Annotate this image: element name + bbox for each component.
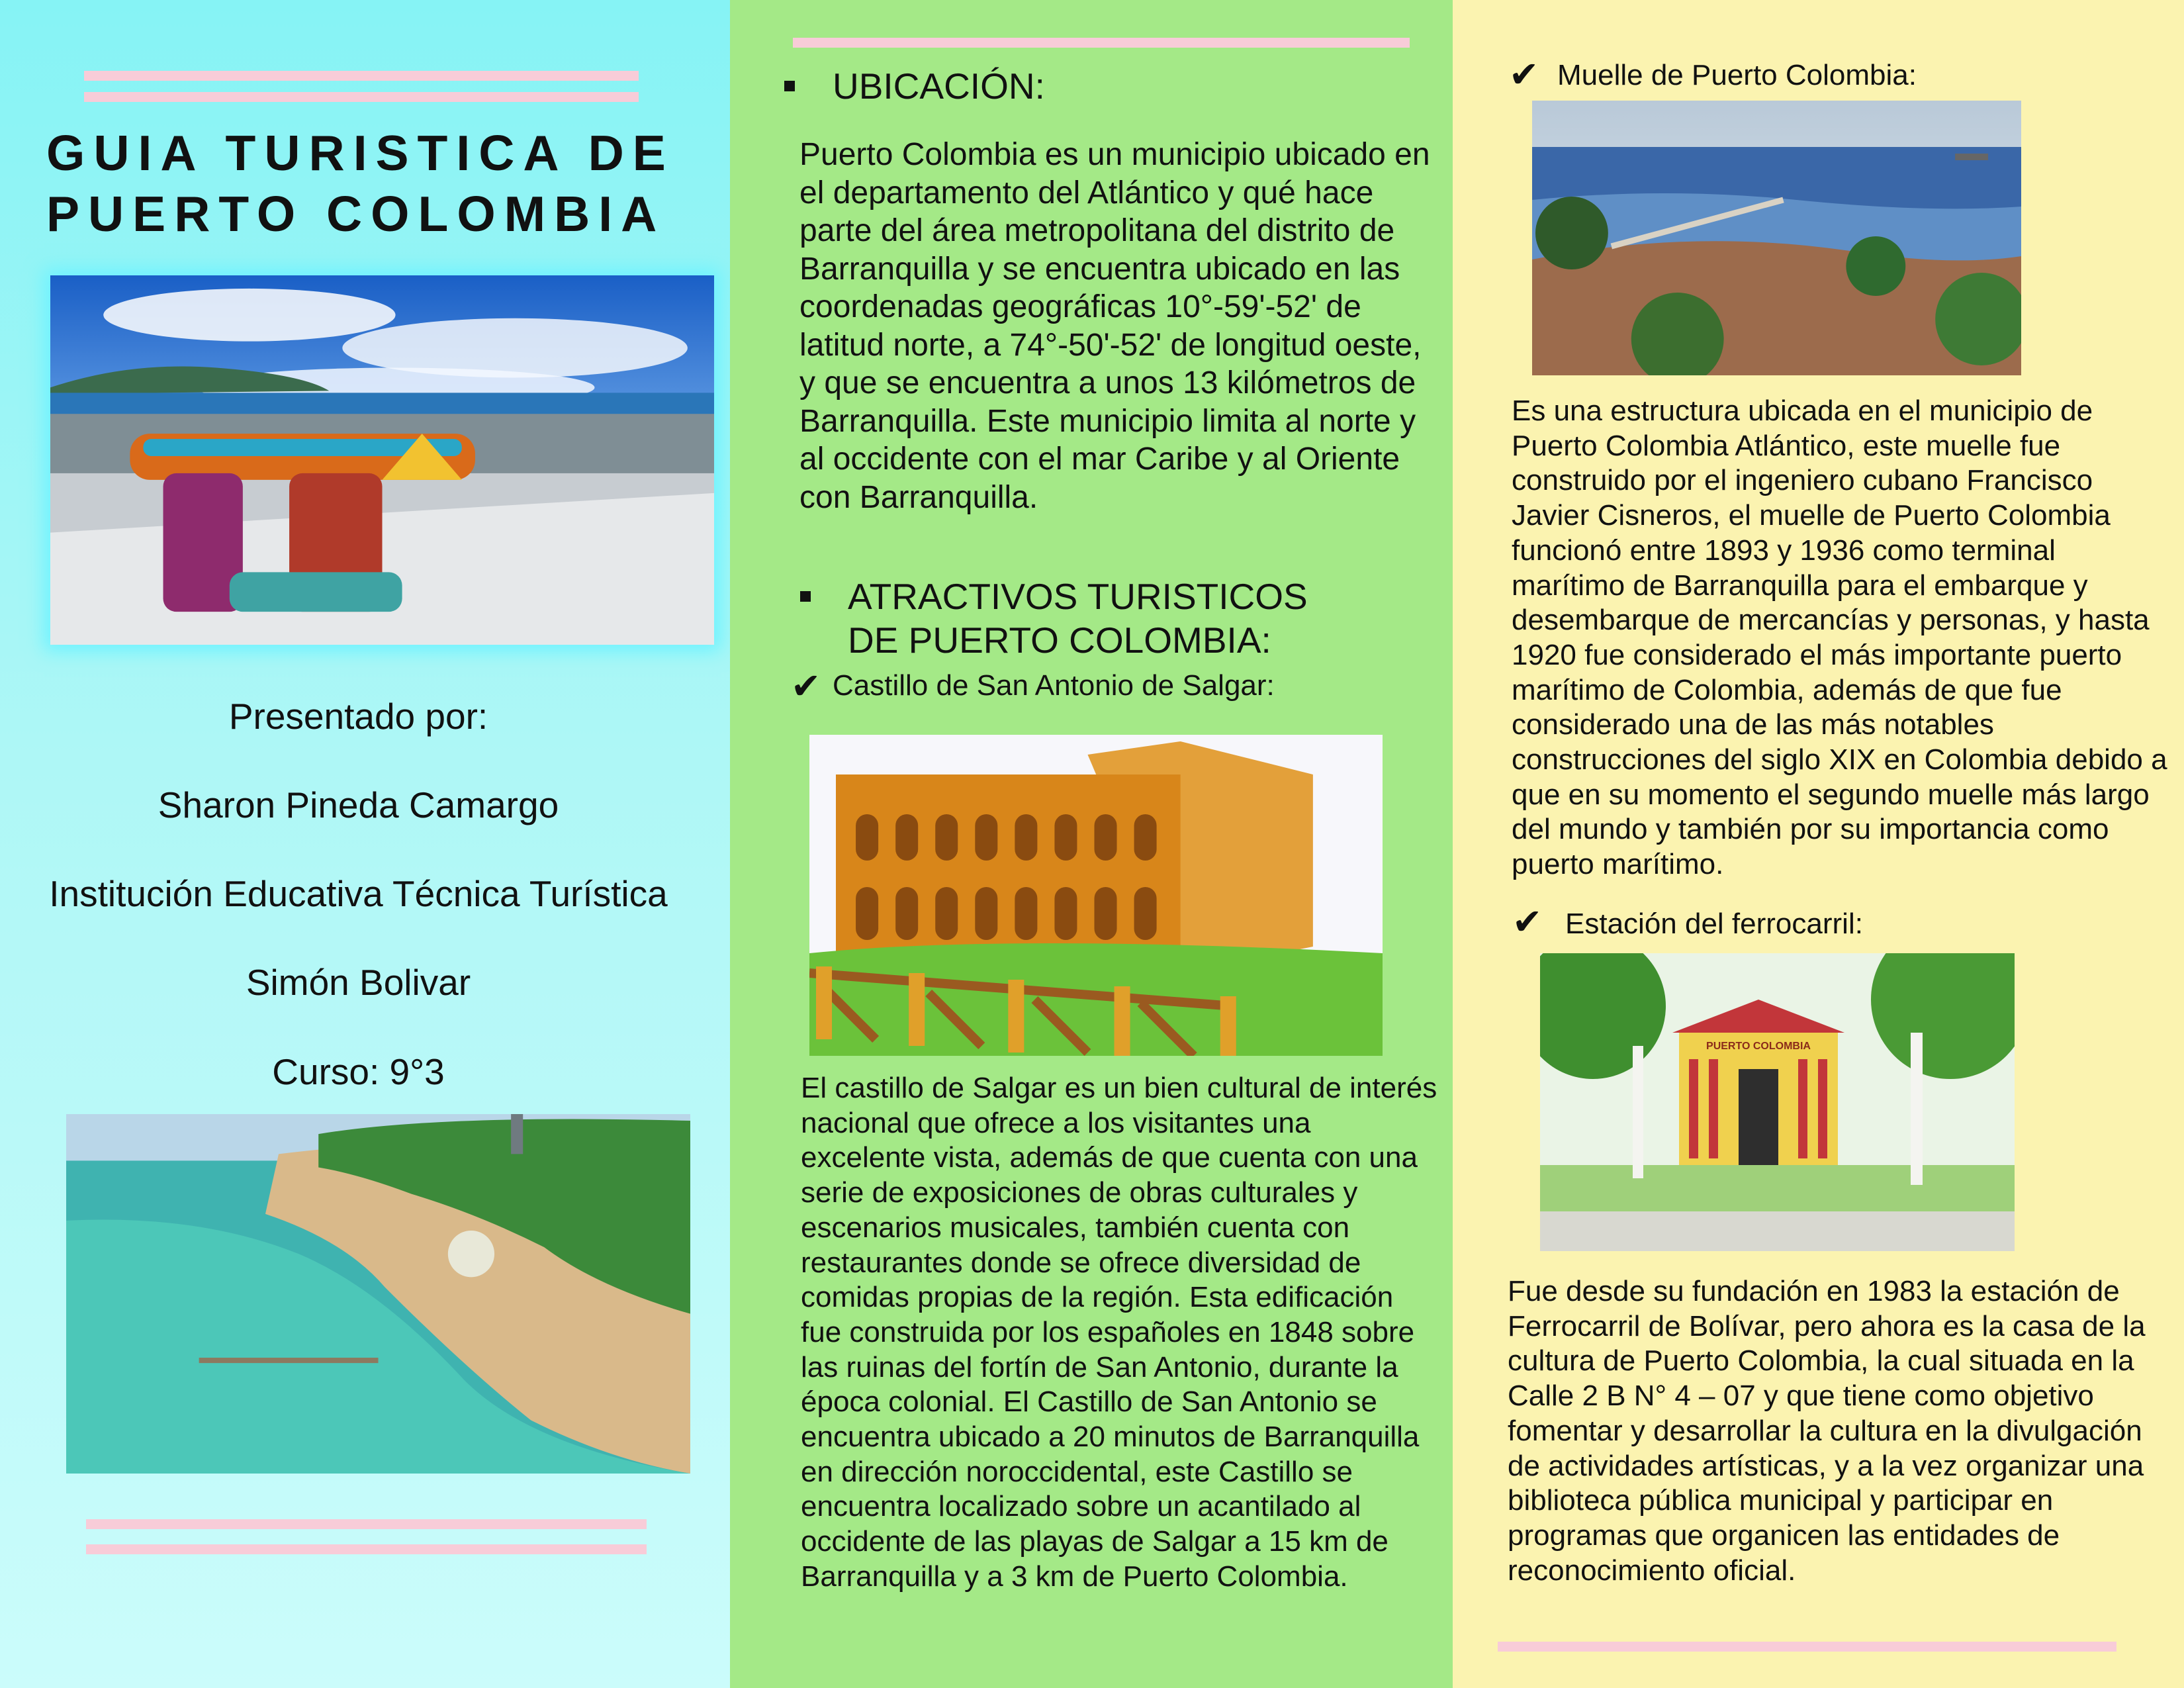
middle-panel	[730, 0, 1453, 1688]
brochure-title: GUIA TURISTICA DE PUERTO COLOMBIA	[46, 125, 674, 242]
castle-title: Castillo de San Antonio de Salgar:	[833, 669, 1275, 702]
castle-text: El castillo de Salgar es un bien cultural de interés nacional que ofrece a los visitantes una excelente vista, además de que cuenta con una serie de exposiciones de obras culturales y escenarios musicales, también cuenta con restaurantes donde se ofrece diversidad de comidas propias de la región. Esta edificación fue construida por los españoles en 1848 sobre las ruinas del fortín de San Antonio, durante la época colonial. El Castillo de San Antonio se encuentra ubicado a 20 minutos de Barranquilla en dirección noroccidental, este Castillo se encuentra localizado sobre un acantilado al occidente de las playas de Salgar a 15 km de Barranquilla y a 3 km de Puerto Colombia.	[801, 1072, 1437, 1593]
left-panel	[0, 0, 730, 1688]
decorative-bar	[84, 92, 639, 102]
station-photo	[1540, 953, 2015, 1251]
aerial-coast-photo	[66, 1114, 690, 1474]
decorative-bar	[1498, 1642, 2116, 1652]
beach-bench-photo	[50, 275, 714, 645]
decorative-bar	[793, 38, 1410, 48]
attractions-heading	[848, 575, 1430, 662]
check-icon: ✔	[1512, 902, 1543, 942]
presented-by-label: Presentado por:	[228, 696, 488, 737]
station-title: Estación del ferrocarril:	[1565, 908, 1863, 940]
castle-photo	[809, 735, 1383, 1056]
institution-name: Institución Educativa Técnica Turística	[49, 873, 668, 914]
pier-text: Es una estructura ubicada en el municipio de Puerto Colombia Atlántico, este muelle fue construido por el ingeniero cubano Francisco Javier Cisneros, el muelle de Puerto Colombia funcionó entre 1893 y 1936 como terminal marítimo de Barranquilla para el embarque y desembarque de mercancías y personas, y hasta 1920 fue considerado el más importante puerto marítimo de Colombia, además de que fue considerado una de las más notables construcciones del siglo XIX en Colombia debido a que en su momento el segundo muelle más largo del mundo y también por su importancia como puerto marítimo.	[1512, 395, 2167, 881]
check-icon: ✔	[1509, 55, 1539, 95]
square-bullet-icon	[784, 81, 795, 91]
author-name: Sharon Pineda Camargo	[158, 784, 559, 825]
decorative-bar	[84, 71, 639, 81]
square-bullet-icon	[800, 591, 811, 602]
station-text: Fue desde su fundación en 1983 la estación de Ferrocarril de Bolívar, pero ahora es la casa de la cultura de Puerto Colombia, la cual situada en la Calle 2 B N° 4 – 07 y que tiene como objetivo fomentar y desarrollar la cultura en la divulgación de actividades artísticas, y a la vez organizar una biblioteca pública municipal y participar en programas que organicen las entidades de reconocimiento oficial.	[1508, 1275, 2146, 1587]
pier-photo	[1532, 101, 2021, 375]
course-label: Curso: 9°3	[272, 1051, 445, 1092]
decorative-bar	[86, 1519, 647, 1529]
check-icon: ✔	[791, 667, 821, 706]
pier-title: Muelle de Puerto Colombia:	[1557, 59, 1917, 91]
attractions-heading-line: DE PUERTO COLOMBIA:	[848, 620, 1271, 661]
attractions-heading-line: ATRACTIVOS TURISTICOS	[848, 576, 1308, 617]
location-text: Puerto Colombia es un municipio ubicado en el departamento del Atlántico y qué hace parte del área metropolitana del distrito de Barranquilla y se encuentra ubicado en las coordenadas geográficas 10°-59'-52' de latitud norte, a 74°-50'-52' de longitud oeste, y que se encuentra a unos 13 kilómetros de Barranquilla. Este municipio limita al norte y al occidente con el mar Caribe y al Oriente con Barranquilla.	[799, 137, 1430, 515]
right-panel	[1453, 0, 2184, 1688]
institution-name-cont: Simón Bolivar	[246, 962, 471, 1003]
decorative-bar	[86, 1544, 647, 1554]
station-sign: PUERTO COLOMBIA	[1706, 1041, 1811, 1052]
location-heading: UBICACIÓN:	[833, 66, 1045, 107]
